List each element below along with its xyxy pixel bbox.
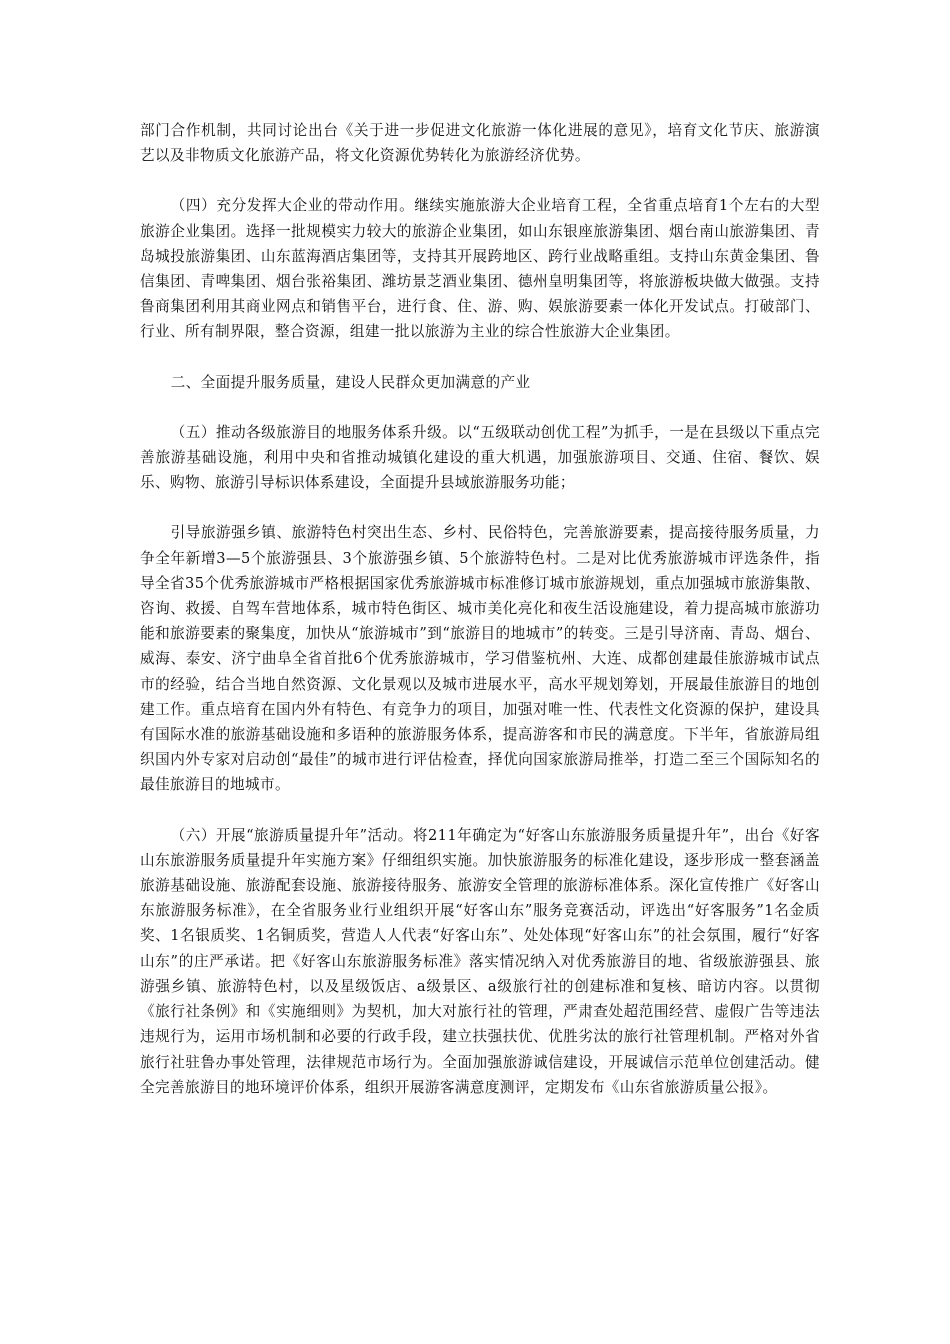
paragraph-section-6: （六）开展“旅游质量提升年”活动。将211年确定为“好客山东旅游服务质量提升年”，出台《好客山东旅游服务质量提升年实施方案》仔细组织实施。加快旅游服务的标准化建设，逐步形成一整套涵盖旅游基础设施、旅游配套设施、旅游接待服务、旅游安全管理的旅游标准体系。深化宣传推广《好客山东旅游服务标准》，在全省服务业行业组织开展“好客山东”服务竞赛活动，评选出“好客服务”1名金质奖、1名银质奖、1名铜质奖，营造人人代表“好客山东”、处处体现“好客山东”的社会氛围，履行“好客山东”的庄严承诺。把《好客山东旅游服务标准》落实情况纳入对优秀旅游目的地、省级旅游强县、旅游强乡镇、旅游特色村，以及星级饭店、a级景区、a级旅行社的创建标准和复核、暗访内容。以贯彻《旅行社条例》和《实施细则》为契机，加大对旅行社的管理，严肃查处超范围经营、虚假广告等违法违规行为，运用市场机制和必要的行政手段，建立扶强扶优、优胜劣汰的旅行社管理机制。严格对外省旅行社驻鲁办事处管理，法律规范市场行为。全面加强旅游诚信建设，开展诚信示范单位创建活动。健全完善旅游目的地环境评价体系，组织开展游客满意度测评，定期发布《山东省旅游质量公报》。 [140, 826, 820, 1096]
paragraph-section-5: （五）推动各级旅游目的地服务体系升级。以“五级联动创优工程”为抓手，一是在县级以下重点完善旅游基础设施，利用中央和省推动城镇化建设的重大机遇，加强旅游项目、交通、住宿、餐饮、娱乐、购物、旅游引导标识体系建设，全面提升县域旅游服务功能； [140, 423, 820, 492]
paragraph-section-5-continued: 引导旅游强乡镇、旅游特色村突出生态、乡村、民俗特色，完善旅游要素，提高接待服务质量，力争全年新增3—5个旅游强县、3个旅游强乡镇、5个旅游特色村。二是对比优秀旅游城市评选条件，指导全省35个优秀旅游城市严格根据国家优秀旅游城市标准修订城市旅游规划，重点加强城市旅游集散、咨询、救援、自驾车营地体系，城市特色街区、城市美化亮化和夜生活设施建设，着力提高城市旅游功能和旅游要素的聚集度，加快从“旅游城市”到“旅游目的地城市”的转变。三是引导济南、青岛、烟台、威海、泰安、济宁曲阜全省首批6个优秀旅游城市，学习借鉴杭州、大连、成都创建最佳旅游城市试点市的经验，结合当地自然资源、文化景观以及城市进展水平，高水平规划筹划，开展最佳旅游目的地创建工作。重点培育在国内外有特色、有竞争力的项目，加强对唯一性、代表性文化资源的保护，建设具有国际水准的旅游基础设施和多语种的旅游服务体系，提高游客和市民的满意度。下半年，省旅游局组织国内外专家对启动创“最佳”的城市进行评估检查，择优向国家旅游局推举，打造二至三个国际知名的最佳旅游目的地城市。 [140, 524, 820, 794]
paragraph-continuation: 部门合作机制，共同讨论出台《关于进一步促进文化旅游一体化进展的意见》，培育文化节庆、旅游演艺以及非物质文化旅游产品，将文化资源优势转化为旅游经济优势。 [140, 122, 820, 165]
document-page [140, 118, 820, 1125]
section-heading-2: 二、全面提升服务质量，建设人民群众更加满意的产业 [170, 373, 531, 391]
paragraph-section-4: （四）充分发挥大企业的带动作用。继续实施旅游大企业培育工程，全省重点培育1个左右的大型旅游企业集团。选择一批规模实力较大的旅游企业集团，如山东银座旅游集团、烟台南山旅游集团、青岛城投旅游集团、山东蓝海酒店集团等，支持其开展跨地区、跨行业战略重组。支持山东黄金集团、鲁信集团、青啤集团、烟台张裕集团、潍坊景芝酒业集团、德州皇明集团等，将旅游板块做大做强。支持鲁商集团利用其商业网点和销售平台，进行食、住、游、购、娱旅游要素一体化开发试点。打破部门、行业、所有制界限，整合资源，组建一批以旅游为主业的综合性旅游大企业集团。 [140, 197, 820, 341]
